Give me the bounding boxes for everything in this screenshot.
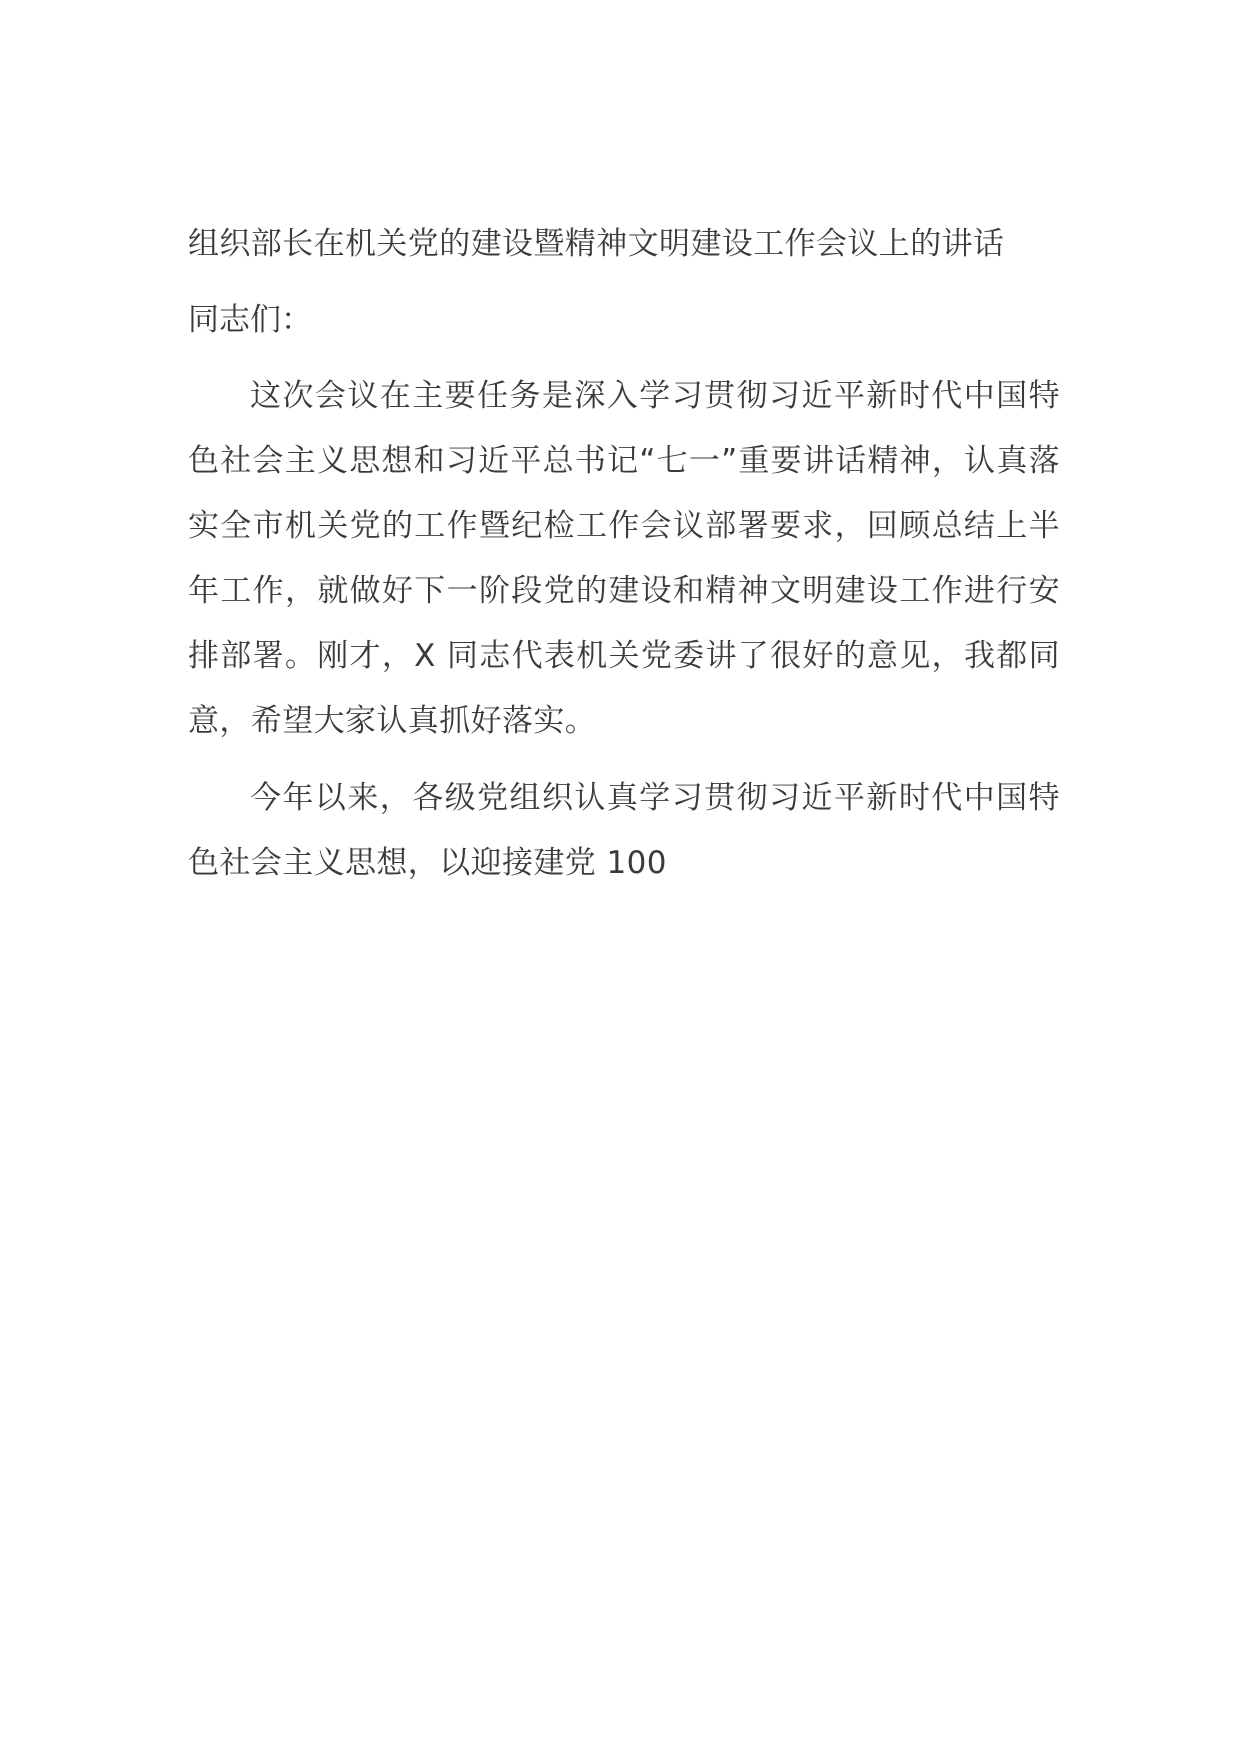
paragraph-2: 今年以来，各级党组织认真学习贯彻习近平新时代中国特色社会主义思想，以迎接建党 100 [188, 780, 1060, 881]
salutation: 同志们： [188, 302, 312, 338]
paragraph-1: 这次会议在主要任务是深入学习贯彻习近平新时代中国特色社会主义思想和习近平总书记“七一”重要讲话精神，认真落实全市机关党的工作暨纪检工作会议部署要求，回顾总结上半年工作，就做好下一阶段党的建设和精神文明建设工作进行安排部署。刚才，X 同志代表机关党委讲了很好的意见，我都同意，希望大家认真抓好落实。 [188, 378, 1060, 739]
document-title: 组织部长在机关党的建设暨精神文明建设工作会议上的讲话 [188, 226, 1005, 262]
document-body [188, 212, 1060, 908]
